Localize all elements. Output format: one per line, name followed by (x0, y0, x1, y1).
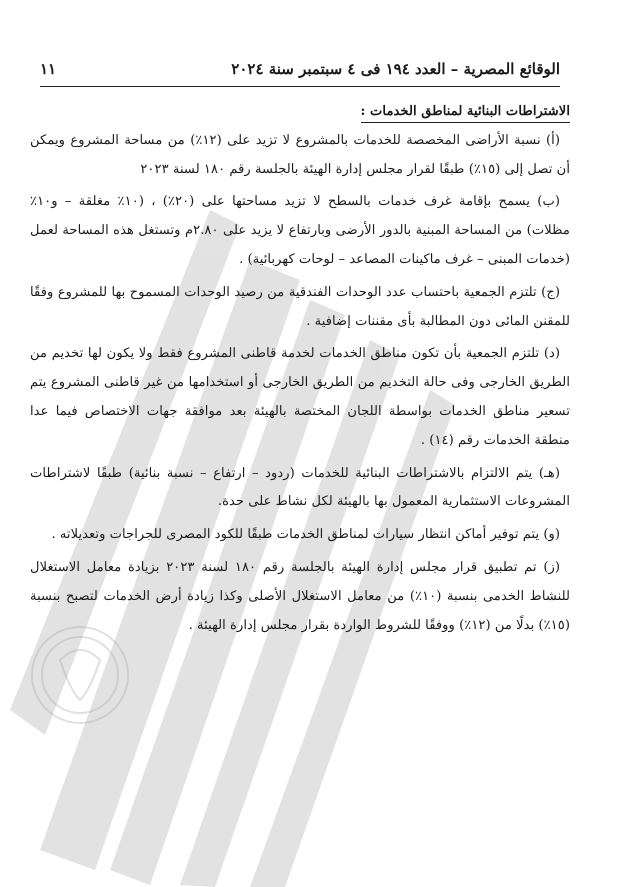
header-divider (40, 86, 560, 87)
page-number: ١١ (40, 60, 57, 78)
section-heading: الاشتراطات البنائية لمناطق الخدمات : (361, 102, 570, 123)
clause-letter: (ب) (537, 194, 561, 210)
clause-g (30, 554, 570, 640)
clause-letter: (أ) (546, 132, 560, 148)
clause-c (30, 279, 570, 337)
clause-letter: (و) (543, 527, 560, 543)
clause-text: تلتزم الجمعية باحتساب عدد الوحدات الفندقية من رصيد الوحدات المسموح بها للمشروع وفقًا للمقنن المائى دون المطالبة بأى مقننات إضافية . (30, 284, 570, 329)
clause-a (30, 127, 570, 185)
clause-text: يسمح بإقامة غرف خدمات بالسطح لا تزيد مساحتها على (٢٠٪) ، (١٠٪ مغلقة – و١٠٪ مظلات) من المساحة المبنية بالدور الأرضى وبارتفاع لا يزيد على ٢.٨٠م وتستغل هذه المساحة لعمل (خدمات المبنى – غرف ماكينات المصاعد – لوحات كهربائية) . (30, 194, 570, 267)
clause-letter: (د) (543, 346, 560, 362)
clause-text: نسبة الأراضى المخصصة للخدمات بالمشروع لا تزيد على (١٢٪) من مساحة المشروع ويمكن أن تصل إلى (١٥٪) طبقًا لقرار مجلس إدارة الهيئة بالجلسة رقم ١٨٠ لسنة ٢٠٢٣ (30, 132, 570, 177)
clause-text: تلتزم الجمعية بأن تكون مناطق الخدمات لخدمة قاطنى المشروع فقط ولا يكون لها تخديم من الطريق الخارجى وفى حالة التخديم من الطريق الخارجى أو استخدامها من غير قاطنى المشروع يتم تسعير مناطق الخدمات بواسطة اللجان المختصة بالهيئة بعد موافقة جهات الاختصاص فيما عدا منطقة الخدمات رقم (١٤) . (30, 346, 570, 448)
clause-e (30, 460, 570, 518)
clause-letter: (ز) (543, 559, 561, 575)
gazette-title: الوقائع المصرية – العدد ١٩٤ فى ٤ سبتمبر سنة ٢٠٢٤ (231, 60, 560, 78)
clause-b (30, 188, 570, 274)
clause-d (30, 340, 570, 455)
clause-letter: (ج) (541, 284, 560, 300)
clause-letter: (هـ) (538, 465, 560, 481)
clause-text: يتم توفير أماكن انتظار سيارات لمناطق الخدمات طبقًا للكود المصرى للجراجات وتعديلاته . (51, 527, 540, 543)
clause-text: تم تطبيق قرار مجلس إدارة الهيئة بالجلسة رقم ١٨٠ لسنة ٢٠٢٣ بزيادة معامل الاستغلال للنشاط الخدمى بنسبة (١٠٪) من معامل الاستغلال الأصلى وكذا زيادة أرض الخدمات لتصبح بنسبة (١٥٪) بدلًا من (١٢٪) ووفقًا للشروط الواردة بقرار مجلس إدارة الهيئة . (30, 559, 571, 633)
document-body (30, 96, 570, 644)
clause-f (30, 521, 570, 550)
clause-text: يتم الالتزام بالاشتراطات البنائية للخدمات (ردود – ارتفاع – نسبة بنائية) طبقًا لاشتراطات المشروعات الاستثمارية المعمول بها بالهيئة لكل نشاط على حدة. (30, 465, 570, 510)
page-header (40, 55, 560, 83)
section-heading-wrap (30, 96, 570, 127)
